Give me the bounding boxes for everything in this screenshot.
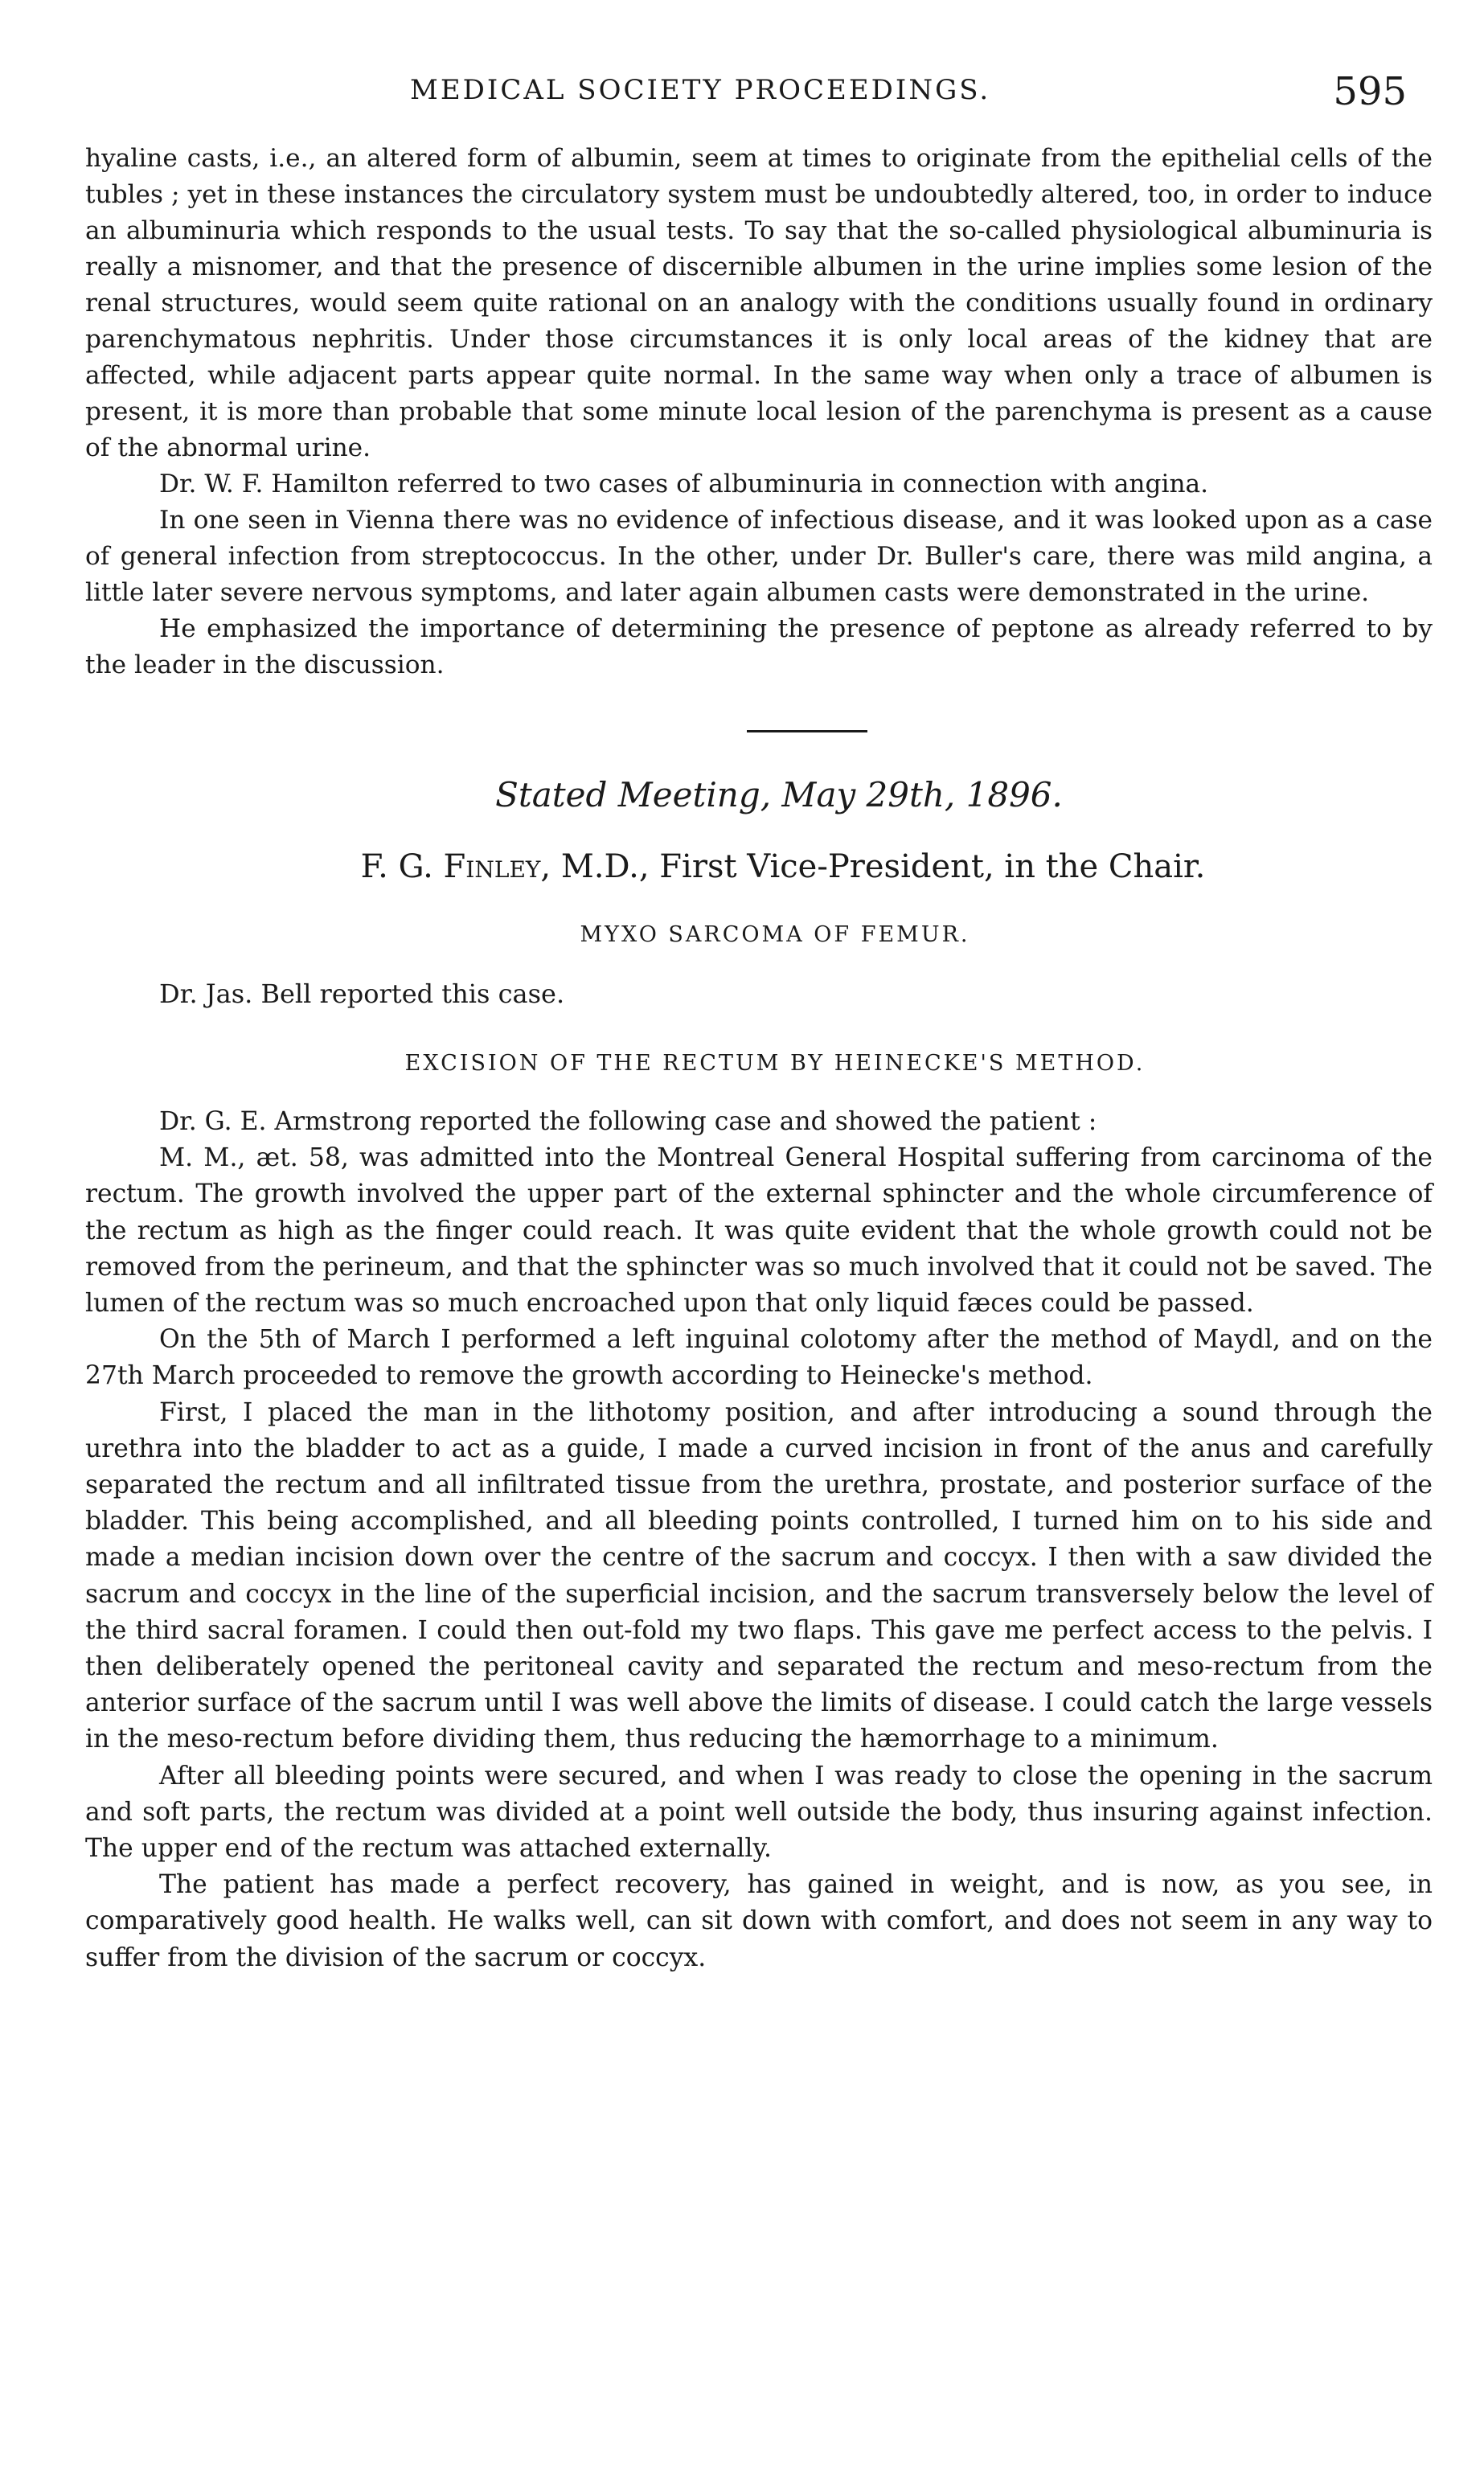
section-divider [747,730,867,732]
chair-name: F. G. Finley [360,848,541,885]
section-heading-myxo-sarcoma: MYXO SARCOMA OF FEMUR. [580,922,970,947]
meeting-title: Stated Meeting, May 29th, 1896. [495,775,1063,814]
paragraph: hyaline casts, i.e., an altered form of albumin, seem at times to originate from the epithelial cells of the tubles ; yet in these instances the circulatory system must be undoubtedly altered, too, in order to induce an albuminuria which responds to the usual tests. To say that the so-called physiological albuminuria is really a misnomer, and that the presence of discernible albumen in the urine implies some lesion of the renal structures, would seem quite rational on an analogy with the conditions usually found in ordinary parenchymatous nephritis. Under those circumstances it is only local areas of the kidney that are affected, while adjacent parts appear quite normal. In the same way when only a trace of albumen is present, it is more than probable that some minute local lesion of the parenchyma is present as a cause of the abnormal urine. [85,144,1433,462]
chair-title: , M.D., First Vice-President, in the Chair. [540,848,1206,885]
paragraph: On the 5th of March I performed a left inguinal colotomy after the method of Maydl, and on the 27th March proceeded to remove the growth according to Heinecke's method. [85,1325,1433,1391]
paragraph: Dr. G. E. Armstrong reported the following case and showed the patient : [159,1107,1097,1136]
paragraph: He emphasized the importance of determining the presence of peptone as already referred to by the leader in the discussion. [85,614,1433,679]
section-heading-excision-rectum: EXCISION OF THE RECTUM BY HEINECKE'S METHOD. [404,1051,1146,1076]
page-body [85,141,1433,1976]
paragraph: The patient has made a perfect recovery, has gained in weight, and is now, as you see, in comparatively good health. He walks well, can sit down with comfort, and does not seem in any way to suffer from the division of the sacrum or coccyx. [85,1870,1433,1972]
continued-discussion [85,141,1433,683]
running-title: MEDICAL SOCIETY PROCEEDINGS. [410,74,991,106]
paragraph: Dr. W. F. Hamilton referred to two cases of albuminuria in connection with angina. [159,470,1209,498]
page-number: 595 [1333,69,1407,114]
chair-line [85,845,1433,888]
paragraph: In one seen in Vienna there was no evidence of infectious disease, and it was looked upon as a case of general infection from streptococcus. In the other, under Dr. Buller's care, there was mild angina, a little later severe nervous symptoms, and later again albumen casts were demonstrated in the urine. [85,506,1433,607]
paragraph: First, I placed the man in the lithotomy position, and after introducing a sound through the urethra into the bladder to act as a guide, I made a curved incision in front of the anus and carefully separated the rectum and all infiltrated tissue from the urethra, prostate, and posterior surface of the bladder. This being accomplished, and all bleeding points controlled, I turned him on to his side and made a median incision down over the centre of the sacrum and coccyx. I then with a saw divided the sacrum and coccyx in the line of the superficial incision, and the sacrum transversely below the level of the third sacral foramen. I could then out-fold my two flaps. This gave me perfect access to the pelvis. I then deliberately opened the peritoneal cavity and separated the rectum and meso-rectum from the anterior surface of the sacrum until I was well above the limits of disease. I could catch the large vessels in the meso-rectum before dividing them, thus reducing the hæmorrhage to a minimum. [85,1397,1433,1754]
case-report [85,1104,1433,1976]
paragraph: Dr. Jas. Bell reported this case. [159,978,565,1009]
paragraph: M. M., æt. 58, was admitted into the Montreal General Hospital suffering from carcinoma of the rectum. The growth involved the upper part of the external sphincter and the whole circumference of the rectum as high as the finger could reach. It was quite evident that the whole growth could not be removed from the perineum, and that the sphincter was so much involved that it could not be saved. The lumen of the rectum was so much encroached upon that only liquid fæces could be passed. [85,1143,1433,1319]
running-head [88,69,1423,117]
paragraph: After all bleeding points were secured, and when I was ready to close the opening in the sacrum and soft parts, the rectum was divided at a point well outside the body, thus insuring against infection. The upper end of the rectum was attached externally. [85,1761,1433,1864]
